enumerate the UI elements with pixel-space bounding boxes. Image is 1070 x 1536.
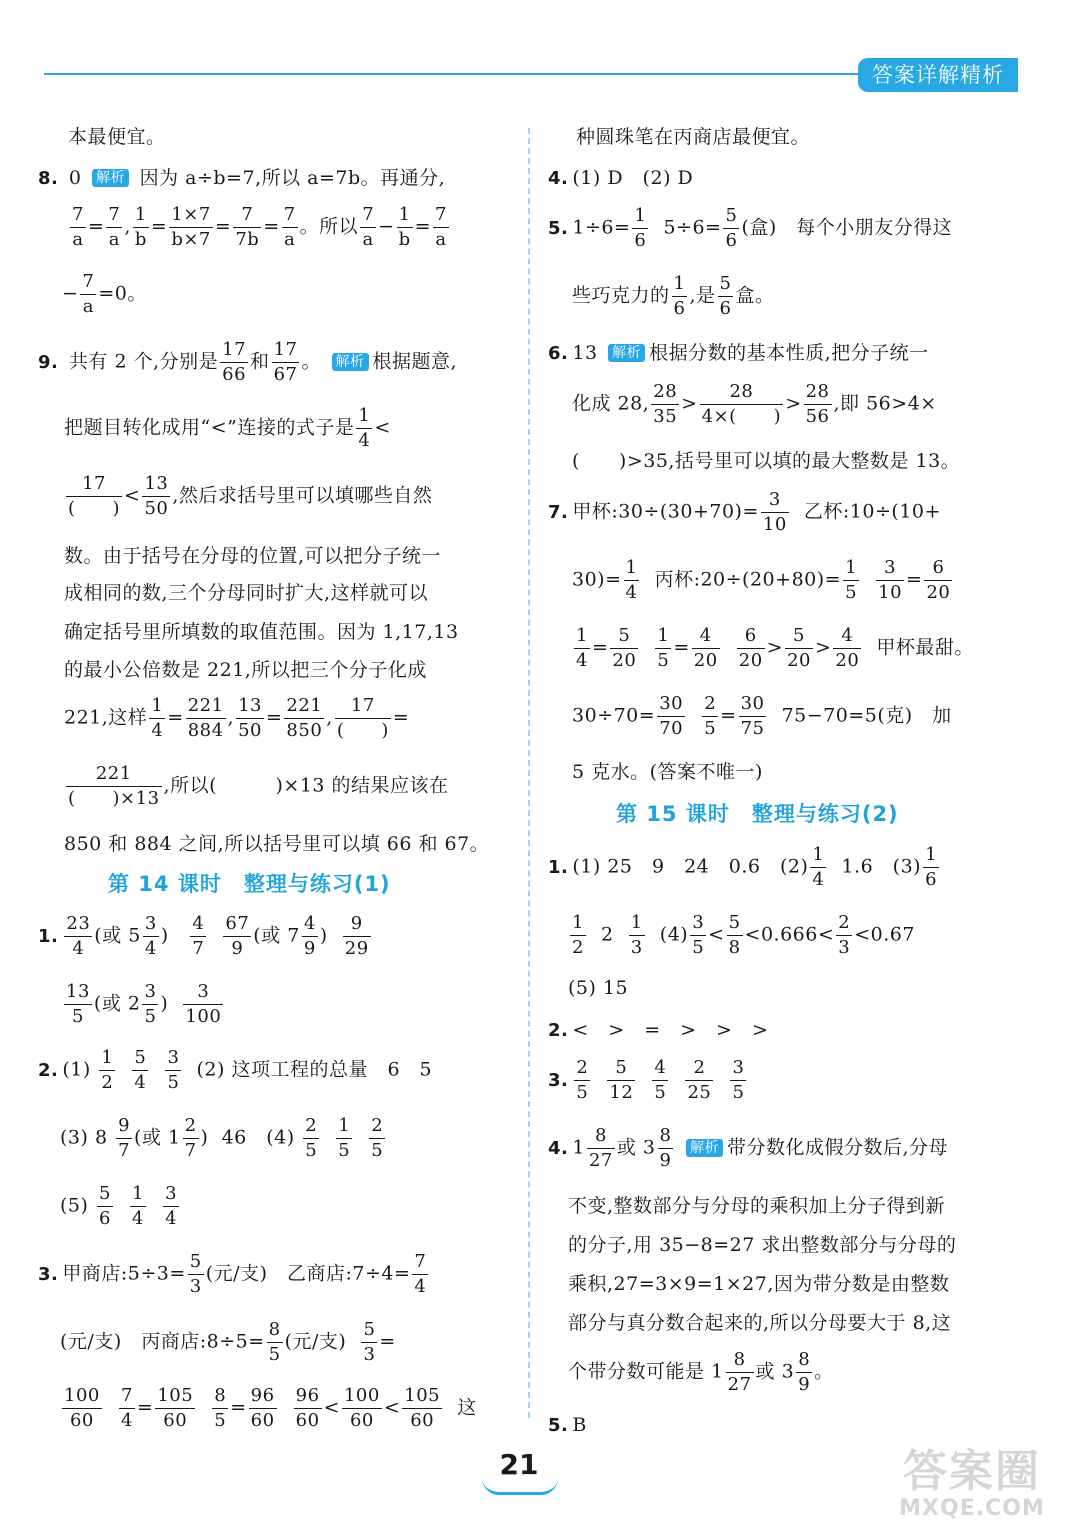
fraction: $\frac{8}{27}$ xyxy=(588,1125,613,1171)
fraction: $\frac{3}{5}$ xyxy=(732,1057,745,1103)
fraction: $\frac{1}{4}$ xyxy=(625,557,638,603)
fraction: $\frac{3}{100}$ xyxy=(185,981,222,1027)
practice-1: 1. $\frac{23}{4}$ (或 5 $\frac{3}{4}$ ) $\frac{4}{7}$ $\frac{67}{9}$ (或 7 $\frac{4}{9}$ ) $\frac{9}{29}$ xyxy=(38,913,369,959)
fraction: $\frac{1}{4}$ xyxy=(151,695,164,741)
fraction: $\frac{100}{60}$ xyxy=(64,1385,100,1431)
fraction: $\frac{9}{29}$ xyxy=(344,913,369,959)
text-line: 850 和 884 之间,所以括号里可以填 66 和 67。 xyxy=(64,833,490,855)
fraction: $\frac{1}{4}$ xyxy=(358,405,371,451)
fraction: $\frac{8}{27}$ xyxy=(727,1349,752,1395)
answer-4: 4. (1) D (2) D xyxy=(548,167,694,189)
math-line: − $\frac{7}{a}$ =0。 xyxy=(62,271,147,317)
fraction: $\frac{3}{5}$ xyxy=(144,981,157,1027)
math-line: $\frac{221}{( )\times 13}$ ,所以( )×13 的结果应该在 xyxy=(68,763,449,809)
fraction: $\frac{5}{3}$ xyxy=(363,1319,376,1365)
header-rule xyxy=(44,73,864,75)
fraction: $\frac{5}{8}$ xyxy=(728,912,741,958)
fraction: $\frac{7}{a}$ xyxy=(82,271,95,317)
fraction: $\frac{2}{5}$ xyxy=(305,1115,318,1161)
fraction: $\frac{17}{( )}$ xyxy=(68,473,121,519)
practice-2: 2. < > = > > > xyxy=(548,1019,769,1041)
answer-9: 9. 共有 2 个,分别是 $\frac{17}{66}$ 和 $\frac{17}{67}$ 。 解析 根据题意, xyxy=(38,339,458,385)
fraction: $\frac{13}{50}$ xyxy=(144,473,169,519)
math-line: 化成 28, $\frac{28}{35}$ > $\frac{28}{4\times( )}$ > $\frac{28}{56}$ ,即 56>4× xyxy=(572,381,937,427)
fraction: $\frac{8}{9}$ xyxy=(659,1125,672,1171)
math-line: 些巧克力的 $\frac{1}{6}$ ,是 $\frac{5}{6}$ 盒。 xyxy=(572,273,775,319)
fraction: $\frac{7}{a}$ xyxy=(362,204,375,250)
math-line: (5) $\frac{5}{6}$ $\frac{1}{4}$ $\frac{3}{4}$ xyxy=(60,1183,178,1229)
fraction: $\frac{2}{25}$ xyxy=(687,1057,712,1103)
fraction: $\frac{4}{20}$ xyxy=(835,625,860,671)
fraction: $\frac{6}{20}$ xyxy=(738,625,763,671)
fraction: $\frac{1}{b}$ xyxy=(398,204,411,250)
fraction: $\frac{13}{5}$ xyxy=(66,981,90,1027)
analysis-tag: 解析 xyxy=(332,353,369,371)
fraction: $\frac{3}{5}$ xyxy=(692,912,705,958)
fraction: $\frac{2}{5}$ xyxy=(704,693,717,739)
math-line: $\frac{100}{60}$ $\frac{7}{4}$ = $\frac{105}{60}$ $\frac{8}{5}$ = $\frac{96}{60}$ $\frac{96}{60}$ < $\frac{100}{60}$ < $\frac{105}{60}$ 这 xyxy=(64,1385,477,1431)
fraction: $\frac{4}{7}$ xyxy=(192,913,205,959)
fraction: $\frac{5}{6}$ xyxy=(719,273,732,319)
fraction: $\frac{96}{60}$ xyxy=(250,1385,275,1431)
section-heading: 第 14 课时 整理与练习(1) xyxy=(108,872,391,896)
fraction: $\frac{1}{b}$ xyxy=(134,204,147,250)
fraction: $\frac{5}{6}$ xyxy=(98,1183,111,1229)
analysis-tag: 解析 xyxy=(686,1139,723,1157)
fraction: $\frac{28}{56}$ xyxy=(805,381,830,427)
math-line: 30÷70= $\frac{30}{70}$ $\frac{2}{5}$ = $\frac{30}{75}$ 75−70=5(克) 加 xyxy=(572,693,952,739)
fraction: $\frac{17}{66}$ xyxy=(222,339,247,385)
fraction: $\frac{221}{( )\times 13}$ xyxy=(68,763,160,809)
fraction: $\frac{1}{4}$ xyxy=(132,1183,144,1229)
fraction: $\frac{2}{7}$ xyxy=(184,1115,197,1161)
fraction: $\frac{1}{6}$ xyxy=(925,844,938,890)
fraction: $\frac{105}{60}$ xyxy=(157,1385,194,1431)
fraction: $\frac{3}{4}$ xyxy=(165,1183,178,1229)
math-line: (元/支) 丙商店:8÷5= $\frac{8}{5}$ (元/支) $\frac{5}{3}$ = xyxy=(60,1319,396,1365)
fraction: $\frac{105}{60}$ xyxy=(404,1385,441,1431)
question-number: 1. xyxy=(548,856,569,878)
answer-5: 5. 1÷6= $\frac{1}{6}$ 5÷6= $\frac{5}{6}$ (盒) 每个小朋友分得这 xyxy=(548,205,953,251)
fraction: $\frac{8}{5}$ xyxy=(214,1385,227,1431)
question-number: 2. xyxy=(548,1020,569,1041)
fraction: $\frac{17}{( )}$ xyxy=(336,695,389,741)
text-line: 数。由于括号在分母的位置,可以把分子统一 xyxy=(64,545,442,567)
question-number: 3. xyxy=(548,1069,569,1091)
practice-3: 3. 甲商店:5÷3= $\frac{5}{3}$ (元/支) 乙商店:7÷4= $\frac{7}{4}$ xyxy=(38,1251,427,1297)
question-number: 7. xyxy=(548,501,569,523)
question-number: 4. xyxy=(548,168,569,189)
math-line: $\frac{1}{4}$ = $\frac{5}{20}$ $\frac{1}{5}$ = $\frac{4}{20}$ $\frac{6}{20}$ > $\frac{5}{20}$ > $\frac{4}{20}$ 甲杯最甜。 xyxy=(576,625,974,671)
watermark-url: MXQE.COM xyxy=(899,1496,1045,1521)
fraction: $\frac{2}{3}$ xyxy=(838,912,851,958)
fraction: $\frac{5}{20}$ xyxy=(787,625,811,671)
practice-1: 1. (1) 25 9 24 0.6 (2) $\frac{1}{4}$ 1.6 (3) $\frac{1}{6}$ xyxy=(548,844,938,890)
fraction: $\frac{28}{4\times( )}$ xyxy=(701,381,782,427)
fraction: $\frac{7}{a}$ xyxy=(435,204,447,250)
fraction: $\frac{67}{9}$ xyxy=(225,913,250,959)
fraction: $\frac{4}{5}$ xyxy=(654,1057,667,1103)
fraction: $\frac{5}{3}$ xyxy=(189,1251,202,1297)
fraction: $\frac{1\times 7}{b\times 7}$ xyxy=(171,204,211,250)
math-line: 30)= $\frac{1}{4}$ 丙杯:20÷(20+80)= $\frac{1}{5}$ $\frac{3}{10}$ = $\frac{6}{20}$ xyxy=(572,557,951,603)
fraction: $\frac{30}{75}$ xyxy=(740,693,765,739)
question-number: 5. xyxy=(548,1415,569,1436)
question-number: 9. xyxy=(38,351,59,373)
fraction: $\frac{1}{5}$ xyxy=(845,557,858,603)
text-line: 的分子,用 35−8=27 求出整数部分与分母的 xyxy=(568,1234,957,1256)
fraction: $\frac{1}{2}$ xyxy=(572,912,584,958)
fraction: $\frac{4}{9}$ xyxy=(303,913,316,959)
text-line: ( )>35,括号里可以填的最大整数是 13。 xyxy=(572,450,961,472)
fraction: $\frac{9}{7}$ xyxy=(118,1115,131,1161)
question-number: 2. xyxy=(38,1059,59,1081)
math-line: $\frac{13}{5}$ (或 2 $\frac{3}{5}$ ) $\frac{3}{100}$ xyxy=(66,981,222,1027)
fraction: $\frac{7}{a}$ xyxy=(283,204,296,250)
question-number: 1. xyxy=(38,925,59,947)
practice-4: 4. 1 $\frac{8}{27}$ 或 3 $\frac{8}{9}$ 解析 带分数化成假分数后,分母 xyxy=(548,1125,949,1171)
question-number: 5. xyxy=(548,217,569,239)
fraction: $\frac{3}{4}$ xyxy=(144,913,157,959)
math-line: 221,这样 $\frac{1}{4}$ = $\frac{221}{884}$ , $\frac{13}{50}$ = $\frac{221}{850}$ , $\frac{17}{( )}$ = xyxy=(64,695,410,741)
fraction: $\frac{28}{35}$ xyxy=(653,381,678,427)
fraction: $\frac{6}{20}$ xyxy=(926,557,951,603)
fraction: $\frac{8}{5}$ xyxy=(268,1319,281,1365)
math-line: (3) 8 $\frac{9}{7}$ (或 1 $\frac{2}{7}$ ) 46 (4) $\frac{2}{5}$ $\frac{1}{5}$ $\frac{2}{5}$ xyxy=(60,1115,384,1161)
page-number-swoosh xyxy=(482,1478,558,1495)
fraction: $\frac{23}{4}$ xyxy=(66,913,91,959)
analysis-tag: 解析 xyxy=(92,169,129,187)
fraction: $\frac{3}{5}$ xyxy=(167,1047,180,1093)
math-line: $\frac{17}{( )}$ < $\frac{13}{50}$ ,然后求括号里可以填哪些自然 xyxy=(68,473,433,519)
fraction: $\frac{96}{60}$ xyxy=(295,1385,320,1431)
analysis-tag: 解析 xyxy=(608,344,645,362)
fraction: $\frac{7}{7b}$ xyxy=(235,204,260,250)
text-line: 部分与真分数合起来的,所以分母要大于 8,这 xyxy=(568,1312,952,1334)
fraction: $\frac{17}{67}$ xyxy=(273,339,298,385)
fraction: $\frac{2}{5}$ xyxy=(371,1115,384,1161)
answer-value: 0 xyxy=(68,167,82,189)
fraction: $\frac{30}{70}$ xyxy=(659,693,684,739)
question-number: 8. xyxy=(38,168,59,189)
text-line: 本最便宜。 xyxy=(68,126,166,148)
fraction: $\frac{5}{4}$ xyxy=(134,1047,147,1093)
text-line: 成相同的数,三个分母同时扩大,这样就可以 xyxy=(64,582,429,604)
math-line: $\frac{1}{2}$ 2 $\frac{1}{3}$ (4) $\frac{3}{5}$ < $\frac{5}{8}$ <0.666< $\frac{2}{3}$ <0.67 xyxy=(572,912,915,958)
fraction: $\frac{3}{10}$ xyxy=(878,557,903,603)
text-line: 不变,整数部分与分母的乘积加上分子得到新 xyxy=(568,1195,946,1217)
fraction: $\frac{1}{6}$ xyxy=(634,205,647,251)
fraction: $\frac{3}{10}$ xyxy=(762,489,787,535)
math-line: $\frac{7}{a}$ = $\frac{7}{a}$ , $\frac{1}{b}$ = $\frac{1\times 7}{b\times 7}$ = $\frac{7}{7b}$ = $\frac{7}{a}$ 。所以 $\frac{7}{a}$ − $\frac{1}{b}$ = $\frac{7}{a}$ xyxy=(72,204,447,250)
text-line: 的最小公倍数是 221,所以把三个分子化成 xyxy=(64,659,427,681)
question-number: 4. xyxy=(548,1137,569,1159)
fraction: $\frac{7}{a}$ xyxy=(108,204,121,250)
page-number: 21 xyxy=(499,1448,539,1481)
fraction: $\frac{7}{a}$ xyxy=(72,204,84,250)
section-heading: 第 15 课时 整理与练习(2) xyxy=(616,802,899,826)
fraction: $\frac{5}{12}$ xyxy=(609,1057,634,1103)
fraction: $\frac{13}{50}$ xyxy=(238,695,262,741)
fraction: $\frac{221}{850}$ xyxy=(286,695,323,741)
fraction: $\frac{5}{6}$ xyxy=(725,205,738,251)
practice-3 xyxy=(548,1056,748,1105)
question-number: 3. xyxy=(38,1263,59,1285)
practice-5: 5. B xyxy=(548,1414,587,1436)
fraction: $\frac{8}{9}$ xyxy=(798,1349,811,1395)
answer-8 xyxy=(38,163,445,190)
text-line: 5 克水。(答案不唯一) xyxy=(572,761,763,783)
fraction: $\frac{1}{6}$ xyxy=(673,273,686,319)
fraction: $\frac{1}{5}$ xyxy=(338,1115,351,1161)
fraction: $\frac{2}{5}$ xyxy=(576,1057,589,1103)
fraction: $\frac{4}{20}$ xyxy=(693,625,718,671)
fraction: $\frac{1}{2}$ xyxy=(101,1047,114,1093)
text-line: 确定括号里所填数的取值范围。因为 1,17,13 xyxy=(64,621,459,643)
fraction: $\frac{1}{5}$ xyxy=(657,625,670,671)
fraction: $\frac{1}{3}$ xyxy=(630,912,643,958)
answer-7: 7. 甲杯:30÷(30+70)= $\frac{3}{10}$ 乙杯:10÷(10+ xyxy=(548,489,941,535)
math-line: 个带分数可能是 1 $\frac{8}{27}$ 或 3 $\frac{8}{9}$ 。 xyxy=(568,1349,834,1395)
text-line: 乘积,27=3×9=1×27,因为带分数是由整数 xyxy=(568,1273,950,1295)
practice-2: 2. (1) $\frac{1}{2}$ $\frac{5}{4}$ $\frac{3}{5}$ (2) 这项工程的总量 6 5 xyxy=(38,1047,433,1093)
text-line: 种圆珠笔在丙商店最便宜。 xyxy=(576,126,811,148)
answer-6: 6. 13 解析 根据分数的基本性质,把分子统一 xyxy=(548,342,929,364)
fraction: $\frac{7}{4}$ xyxy=(120,1385,133,1431)
question-number: 6. xyxy=(548,343,569,364)
fraction: $\frac{100}{60}$ xyxy=(343,1385,380,1431)
fraction: $\frac{1}{4}$ xyxy=(812,844,825,890)
column-divider xyxy=(528,128,530,1418)
watermark-logo xyxy=(884,1448,1060,1528)
fraction: $\frac{1}{4}$ xyxy=(576,625,588,671)
header-tab: 答案详解精析 xyxy=(858,58,1018,92)
fraction: $\frac{221}{884}$ xyxy=(187,695,224,741)
text-line: 把题目转化成用“<”连接的式子是 $\frac{1}{4}$ < xyxy=(64,405,391,451)
fraction: $\frac{7}{4}$ xyxy=(414,1251,427,1297)
fraction: $\frac{5}{20}$ xyxy=(612,625,637,671)
analysis-text: 因为 a÷b=7,所以 a=7b。再通分, xyxy=(139,167,446,189)
text-line: (5) 15 xyxy=(568,977,629,999)
watermark-text: 答案圈 xyxy=(903,1446,1041,1497)
